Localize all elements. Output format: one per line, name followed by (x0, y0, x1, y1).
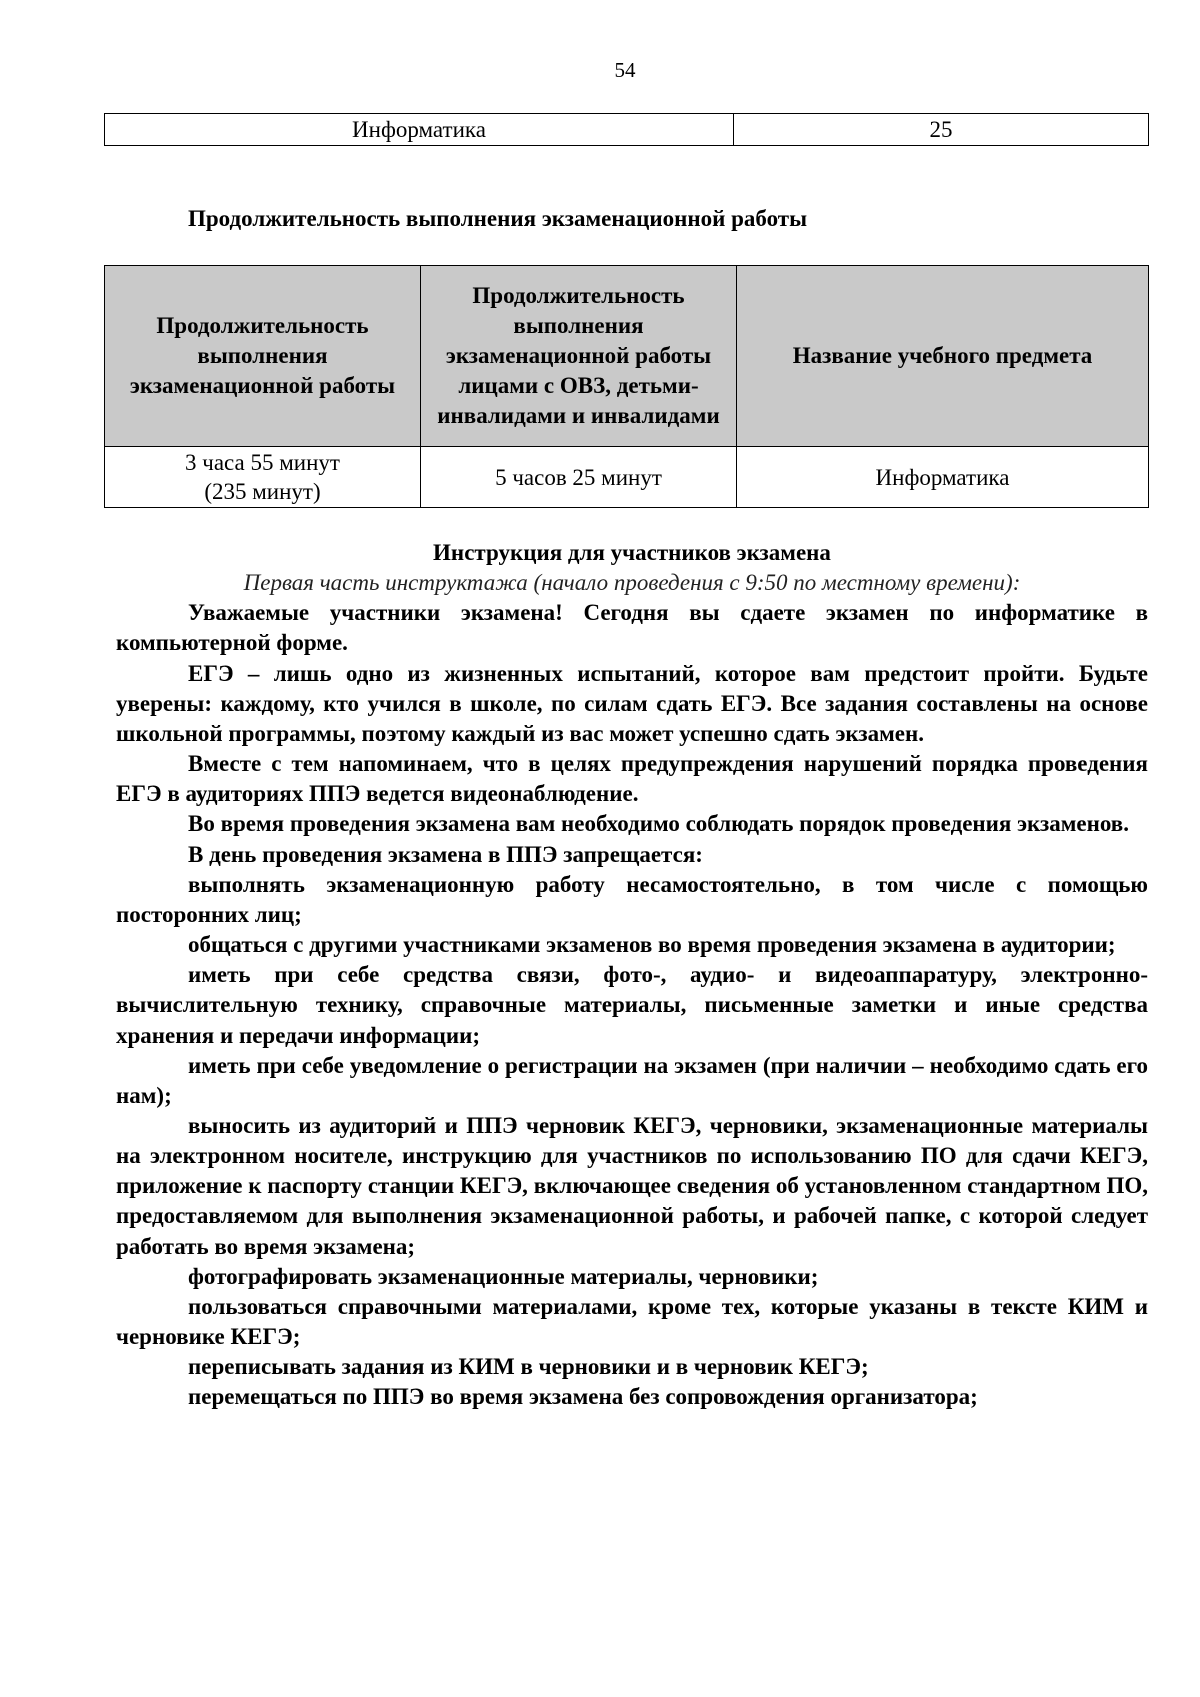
list-item: пользоваться справочными материалами, кроме тех, которые указаны в тексте КИМ и черновике КЕГЭ; (116, 1293, 1148, 1350)
page-number: 54 (614, 58, 636, 82)
duration-cell (105, 447, 421, 508)
duration-ovz-cell: 5 часов 25 минут (421, 447, 737, 508)
list-item: выполнять экзаменационную работу несамостоятельно, в том числе с помощью посторонних лиц; (116, 871, 1148, 927)
paragraph: Уважаемые участники экзамена! Сегодня вы сдаете экзамен по информатике в компьютерной форме. (116, 600, 1148, 656)
instructions-title: Инструкция для участников экзамена (433, 540, 831, 565)
duration-section-title: Продолжительность выполнения экзаменационной работы (188, 206, 808, 231)
list-item: общаться с другими участниками экзаменов во время проведения экзамена в аудитории; (188, 932, 1116, 958)
paragraph: ЕГЭ – лишь одно из жизненных испытаний, которое вам предстоит пройти. Будьте уверены: каждому, кто учился в школе, по силам сдать ЕГЭ. Все задания составлены на основе школьной программы, поэтому каждый из вас может успешно сдать экзамен. (116, 660, 1148, 746)
duration-table (104, 265, 1149, 508)
subject-score-table (104, 113, 1149, 146)
instructions-subtitle: Первая часть инструктажа (начало проведения с 9:50 по местному времени): (243, 570, 1021, 596)
table-row (105, 114, 1149, 146)
header-duration: Продолжительность выполнения экзаменационной работы (105, 266, 421, 447)
subject-cell: Информатика (105, 114, 734, 146)
paragraph: Во время проведения экзамена вам необходимо соблюдать порядок проведения экзаменов. (188, 811, 1129, 837)
list-item: переписывать задания из КИМ в черновики и в черновик КЕГЭ; (188, 1354, 869, 1380)
paragraph: В день проведения экзамена в ППЭ запрещается: (188, 841, 703, 867)
list-item: иметь при себе средства связи, фото-, аудио- и видеоаппаратуру, электронно-вычислительную технику, справочные материалы, письменные заметки и иные средства хранения и передачи информации; (116, 962, 1148, 1048)
list-item: иметь при себе уведомление о регистрации на экзамен (при наличии – необходимо сдать его нам); (116, 1052, 1148, 1108)
list-item: выносить из аудиторий и ППЭ черновик КЕГЭ, черновики, экзаменационные материалы на электронном носителе, инструкцию для участников по использованию ПО для сдачи КЕГЭ, приложение к паспорту станции КЕГЭ, включающее сведения об установленном стандартном ПО, предоставляемом для выполнения экзаменационной работы, и рабочей папке, с которой следует работать во время экзамена; (116, 1112, 1148, 1259)
list-item: перемещаться по ППЭ во время экзамена без сопровождения организатора; (188, 1384, 978, 1410)
duration-line-2: (235 минут) (204, 479, 321, 504)
duration-line-1: 3 часа 55 минут (185, 450, 340, 475)
table-row (105, 447, 1149, 508)
value-cell: 25 (734, 114, 1149, 146)
instructions-block (116, 538, 1148, 1413)
table-header-row (105, 266, 1149, 447)
subject-name-cell: Информатика (737, 447, 1149, 508)
list-item: фотографировать экзаменационные материалы, черновики; (188, 1263, 819, 1289)
header-duration-ovz: Продолжительность выполнения экзаменационной работы лицами с ОВЗ, детьми-инвалидами и инвалидами (421, 266, 737, 447)
header-subject-name: Название учебного предмета (737, 266, 1149, 447)
paragraph: Вместе с тем напоминаем, что в целях предупреждения нарушений порядка проведения ЕГЭ в аудиториях ППЭ ведется видеонаблюдение. (116, 751, 1148, 807)
